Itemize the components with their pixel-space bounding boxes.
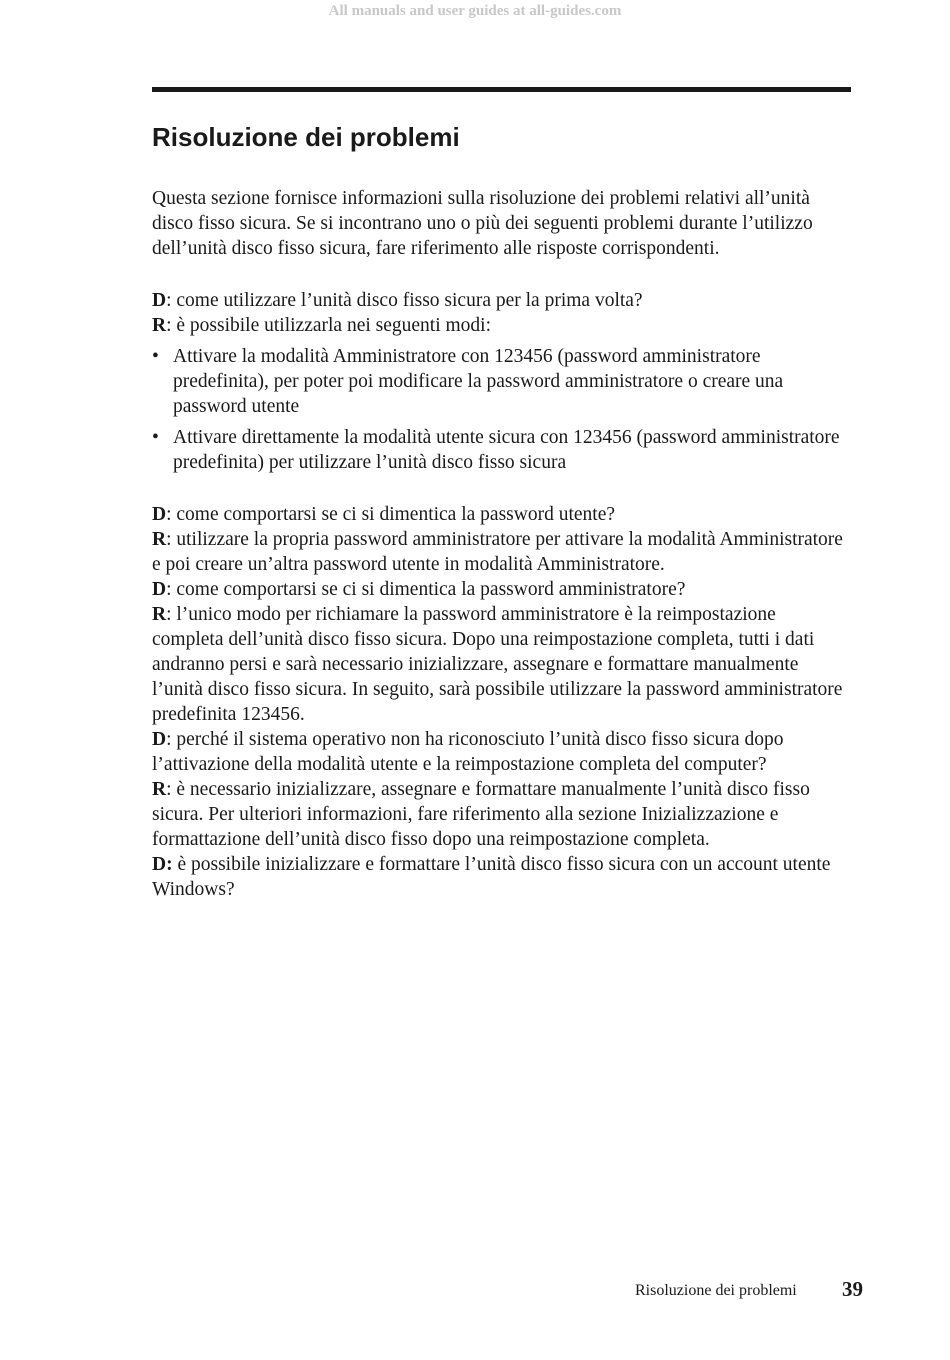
- qa-separator: :: [166, 529, 172, 550]
- question-3: [152, 577, 852, 602]
- qa-separator: :: [166, 779, 172, 800]
- footer-section-title: Risoluzione dei problemi: [635, 1282, 797, 1299]
- qa-separator: :: [166, 604, 172, 625]
- answer-prefix: R: [152, 604, 167, 625]
- bullet-item: • Attivare la modalità Amministratore con 123456 (password amministratore predefinita), per poter poi modificare la password amministratore o creare una password utente: [152, 344, 852, 419]
- question-prefix: D: [152, 729, 167, 750]
- answer-prefix: R: [152, 779, 167, 800]
- answer-text: l’unico modo per richiamare la password amministratore è la reimpostazione completa dell’unità disco fisso sicura. Dopo una reimpostazione completa, tutti i dati andranno persi e sarà necessario inizializzare, assegnare e formattare manualmente l’unità disco fisso sicura. In seguito, sarà possibile utilizzare la password amministratore predefinita 123456.: [152, 604, 843, 725]
- question-prefix: D:: [152, 854, 173, 875]
- question-1: [152, 288, 852, 313]
- header-rule: [152, 87, 851, 92]
- question-text: come utilizzare l’unità disco fisso sicura per la prima volta?: [171, 290, 643, 311]
- question-4: [152, 727, 852, 777]
- qa-separator: :: [166, 290, 172, 311]
- question-prefix: D: [152, 290, 167, 311]
- main-content: [152, 186, 852, 902]
- answer-text: utilizzare la propria password amministratore per attivare la modalità Amministratore e poi creare un’altra password utente in modalità Amministratore.: [152, 529, 843, 575]
- question-text: come comportarsi se ci si dimentica la password amministratore?: [171, 579, 686, 600]
- qa-separator: :: [166, 729, 172, 750]
- question-5: [152, 852, 852, 902]
- question-prefix: D: [152, 504, 167, 525]
- question-text: come comportarsi se ci si dimentica la password utente?: [171, 504, 615, 525]
- bullet-item: • Attivare direttamente la modalità utente sicura con 123456 (password amministratore predefinita) per utilizzare l’unità disco fisso sicura: [152, 425, 852, 475]
- answer-2: [152, 527, 852, 577]
- qa-separator: :: [166, 579, 172, 600]
- answer-3: [152, 602, 852, 727]
- answer-4: [152, 777, 852, 852]
- question-text: perché il sistema operativo non ha riconosciuto l’unità disco fisso sicura dopo l’attivazione della modalità utente e la reimpostazione completa del computer?: [152, 729, 784, 775]
- answer-text: è necessario inizializzare, assegnare e formattare manualmente l’unità disco fisso sicura. Per ulteriori informazioni, fare riferimento alla sezione Inizializzazione e formattazione dell’unità disco fisso dopo una reimpostazione completa.: [152, 779, 810, 850]
- question-2: [152, 502, 852, 527]
- question-prefix: D: [152, 579, 167, 600]
- answer-1: [152, 313, 852, 338]
- answer-text: è possibile utilizzarla nei seguenti modi:: [171, 315, 492, 336]
- page-number: 39: [842, 1277, 863, 1301]
- qa-separator: :: [166, 504, 172, 525]
- question-text: è possibile inizializzare e formattare l’unità disco fisso sicura con un account utente Windows?: [152, 854, 831, 900]
- answer-prefix: R: [152, 315, 167, 336]
- page-title: Risoluzione dei problemi: [152, 122, 460, 152]
- watermark: All manuals and user guides at all-guides.com: [328, 3, 622, 19]
- answer-prefix: R: [152, 529, 167, 550]
- intro-paragraph: Questa sezione fornisce informazioni sulla risoluzione dei problemi relativi all’unità disco fisso sicura. Se si incontrano uno o più dei seguenti problemi durante l’utilizzo dell’unità disco fisso sicura, fare riferimento alle risposte corrispondenti.: [152, 188, 813, 259]
- answer-1-bullet-list: [152, 344, 852, 475]
- qa-separator: :: [166, 315, 172, 336]
